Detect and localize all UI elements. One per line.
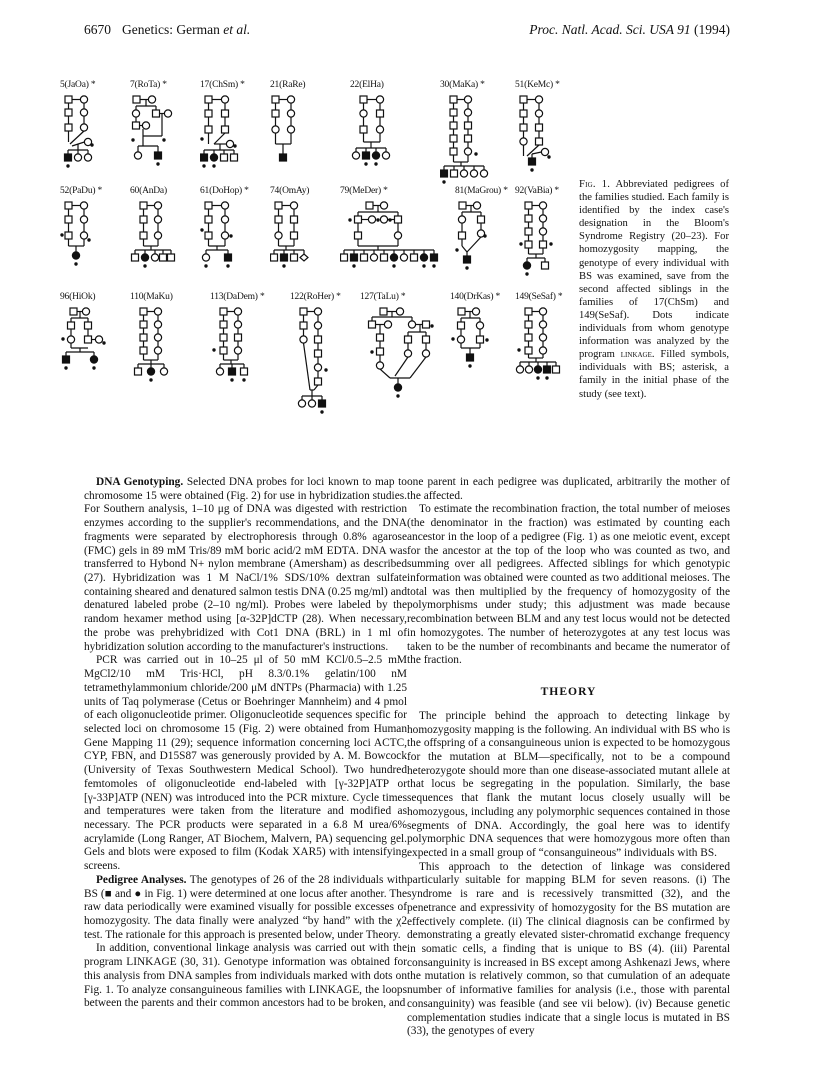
- pedigree-140-drkas: [450, 292, 510, 417]
- running-header: [84, 22, 730, 38]
- pedigree-122-roher: [290, 292, 350, 417]
- journal-section: [122, 22, 250, 38]
- figure-caption: [579, 178, 729, 401]
- journal-name: Proc. Natl. Acad. Sci. USA 91: [529, 22, 691, 37]
- pedigree-label: 61(DoHop) *: [200, 186, 249, 196]
- pedigree-label: 92(VaBia) *: [515, 186, 559, 196]
- pedigree-label: 22(ElHa): [350, 80, 384, 90]
- run-in-heading: Pedigree Analyses.: [96, 873, 187, 886]
- paragraph-pcr: PCR was carried out in 10–25 μl of 50 mM KCl/0.5–2.5 mM MgCl2/10 mM Tris·HCl, pH 8.3/0.1% gelatin/100 nM tetramethylammonium chloride/200 μM dNTPs (Pharmacia) with 1.25 units of Taq polymerase (Cetus or Boehringer Mannheim) and 4 pmol of each oligonucleotide primer. Oligonucleotide sequences specific for selected loci on chromosome 15 (Fig. 2) were obtained from Human Gene Mapping 11 (29); sequence information concerning loci ACTC, CYP, FBN, and D15S87 was generously provided by A. M. Bowcock (University of Texas Southwestern Medical School). Two hundred femtomoles of oligonucleotide end-labeled with [γ-32P]ATP or [γ-33P]ATP (NEN) was introduced into the PCR mixture. Cycle times and temperatures were taken from the literature and modified as necessary. The PCR products were separated in a 6.8 M urea/6% acrylamide (Long Ranger, AT Biochem, Malvern, PA) sequencing gel. Gels and blots were exposed to film (Kodak XAR5) with intensifying screens.: [84, 654, 407, 873]
- pedigree-label: 30(MaKa) *: [440, 80, 485, 90]
- pedigree-127-talu: [360, 292, 440, 417]
- pedigree-149-sesaf: [515, 292, 575, 417]
- pedigree-label: 79(MeDer) *: [340, 186, 388, 196]
- pedigree-label: 140(DrKas) *: [450, 292, 501, 302]
- paragraph-dna-genotyping: [84, 476, 407, 654]
- pedigree-label: 51(KeMc) *: [515, 80, 560, 90]
- pedigree-110-maku: [130, 292, 190, 417]
- section-heading-theory: THEORY: [540, 685, 597, 699]
- pedigree-label: 110(MaKu): [130, 292, 173, 302]
- pedigree-label: 17(ChSm) *: [200, 80, 245, 90]
- paragraph-continued: one parent in each pedigree was duplicated, arbitrarily the mother of the affected.: [407, 476, 730, 502]
- caption-text-end: . Filled symbols, individuals with BS; asterisk, a family in the initial phase of the study (see text).: [579, 349, 729, 400]
- pedigree-label: 96(HiOk): [60, 292, 96, 302]
- pedigree-label: 21(RaRe): [270, 80, 306, 90]
- pedigree-label: 113(DaDem) *: [210, 292, 265, 302]
- paragraph-linkage: In addition, conventional linkage analysis was carried out with the program LINKAGE (30, 31). Genotype information was obtained for this analysis from DNA samples from individuals marked with dots on Fig. 1. To analyze consanguineous families with LINKAGE, the loops between the parents and their common ancestors had to be broken, and: [84, 942, 407, 1010]
- page-number: 6670: [84, 22, 111, 37]
- paragraph-pedigree-analyses: [84, 874, 407, 943]
- author-names: German: [176, 22, 220, 37]
- caption-program-name: linkage: [620, 349, 652, 361]
- pedigree-label: 81(MaGrou) *: [455, 186, 508, 196]
- pedigree-label: 7(RoTa) *: [130, 80, 167, 90]
- et-al: et al.: [223, 22, 251, 37]
- pedigree-label: 149(SeSaf) *: [515, 292, 563, 302]
- pedigree-label: 122(RoHer) *: [290, 292, 341, 302]
- pedigree-label: 52(PaDu) *: [60, 186, 103, 196]
- pedigree-label: 60(AnDa): [130, 186, 167, 196]
- run-in-heading: DNA Genotyping.: [96, 476, 184, 488]
- journal-year: (1994): [694, 22, 730, 37]
- paragraph-recombination: To estimate the recombination fraction, the total number of meioses (the denominator in the fraction) was estimated by counting each ancestor in the loop of a pedigree (Fig. 1) as one meiotic event, except for the ancestor at the top of the loop who was counted as two, and summing over all pedigrees. Affected siblings for which genotypic information was obtained were counted as two additional meioses. The total was then multiplied by the frequency of homozygosity of the polymorphisms under study; this adjustment was made because recombination between BLM and any test locus would not be detected in homozygotes. The number of heterozygotes at any test locus was taken to be the number of recombinants and became the numerator of the fraction.: [407, 503, 730, 667]
- pedigree-label: 127(TaLu) *: [360, 292, 406, 302]
- figure-label: Fig. 1.: [579, 179, 611, 190]
- pedigree-96-hiok: [60, 292, 120, 417]
- paragraph-text: Selected DNA probes for loci known to map to chromosome 15 were obtained (Fig. 2) for use in hybridization studies. For Southern analysis, 1–10 μg of DNA was digested with restriction enzymes according to the supplier's recommendations, and the DNA fragments were separated by electrophoresis through 0.8% agarose (FMC) gels in 89 mM Tris/89 mM boric acid/2 mM EDTA. DNA was transferred to Hybond N+ nylon membrane (Amersham) as described (27). Hybridization was 1 M NaCl/1% SDS/10% dextran sulfate containing sheared and denatured salmon testis DNA (0.25 mg/ml) and denatured labeled probe (2–10 ng/ml). Probes were labeled by the random hexamer method using [α-32P]dCTP (28). When necessary, the probe was prehybridized with Cot1 DNA (BRL) in 1 ml of hybridization solution according to the manufacturer's instructions.: [84, 476, 407, 653]
- pedigree-label: 74(OmAy): [270, 186, 310, 196]
- pedigree-figure: [60, 80, 590, 460]
- pedigree-113-dadem: [210, 292, 270, 417]
- paragraph-text: The genotypes of 26 of the 28 individuals with BS (■ and ● in Fig. 1) were determined at one locus after another. The raw data periodically were examined visually for possible excesses of homozygosity. The data finally were analyzed “by hand” with the χ2 test. The rationale for this approach is presented below, under Theory.: [84, 873, 407, 941]
- section-name: Genetics:: [122, 22, 173, 37]
- caption-text: Abbreviated pedigrees of the families studied. Each family is identified by the index case's designation in the Bloom's Syndrome Registry (20–23). For homozygosity mapping, the genotype of every individual with BS was examined, save from the second affected siblings in the families of 17(ChSm) and 149(SeSaf). Dots indicate individuals from whom genotype information was analyzed by the program: [579, 179, 729, 361]
- journal-citation: [529, 22, 730, 38]
- left-column: [84, 476, 407, 1011]
- right-column: [407, 476, 730, 1039]
- paragraph-theory-principle: The principle behind the approach to detecting linkage by homozygosity mapping is the following. An individual with BS who is the offspring of a consanguineous union is expected to be homozygous for the mutation at BLM—specifically, not to be a compound heterozygote should more than one disease-associated mutant allele at that locus be segregating in the population. Similarly, the base sequences that flank the mutant locus closely usually will be homozygous, including any polymorphic sequences contained in those segments of DNA. Accordingly, the goal here was to identify polymorphic DNA sequences that were homozygous more often than expected in a small group of “consanguineous” individuals with BS.: [407, 709, 730, 859]
- pedigree-label: 5(JaOa) *: [60, 80, 96, 90]
- paragraph-theory-reasons: This approach to the detection of linkage was considered particularly suitable for mapping BLM for seven reasons. (i) The syndrome is rare and is recessively transmitted (32), and the penetrance and expressivity of homozygosity for the BS mutation are effectively complete. (ii) The clinical diagnosis can be confirmed by demonstrating a greatly elevated sister-chromatid exchange frequency in somatic cells, a finding that is unique to BS (4). (iii) Parental consanguinity is increased in BS except among Ashkenazi Jews, where the mutation is relatively common, so that cumulation of an adequate number of informative families for analysis (i.e., those with parental consanguinity) was feasible (and see vii below). (iv) Because genetic complementation studies indicate that a single locus is mutated in BS (33), the genotypes of every: [407, 860, 730, 1038]
